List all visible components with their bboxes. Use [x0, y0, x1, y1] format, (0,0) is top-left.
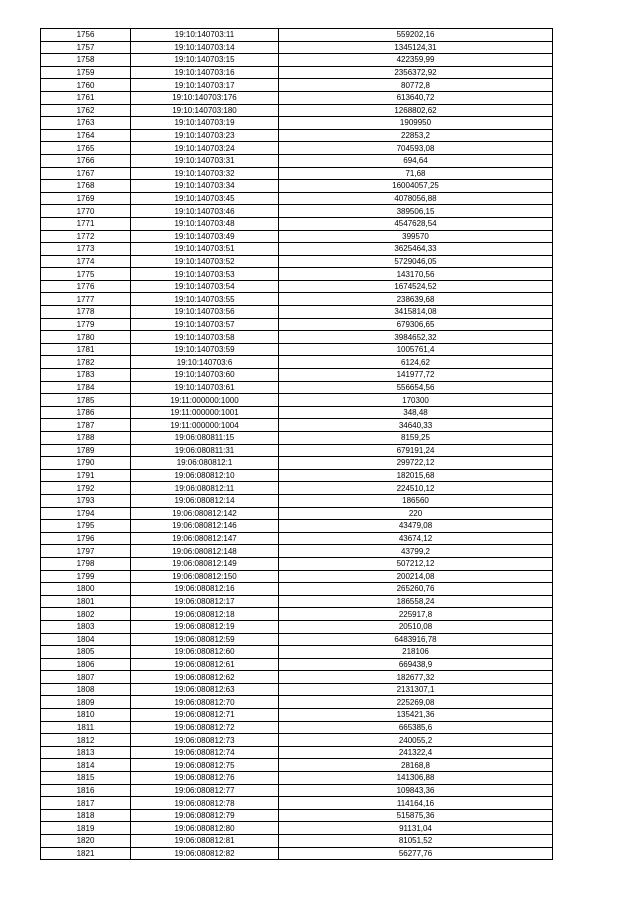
row-number-cell: 1788 — [41, 432, 131, 445]
cadastral-number-cell: 19:10:140703:16 — [131, 66, 279, 79]
row-number-cell: 1800 — [41, 583, 131, 596]
table-row — [41, 117, 553, 130]
value-cell: 71,68 — [279, 167, 553, 180]
cadastral-number-cell: 19:06:080812:70 — [131, 696, 279, 709]
table-row — [41, 280, 553, 293]
table-row — [41, 66, 553, 79]
cadastral-number-cell: 19:06:080812:82 — [131, 847, 279, 860]
cadastral-number-cell: 19:06:080811:15 — [131, 432, 279, 445]
value-cell: 141306,88 — [279, 772, 553, 785]
row-number-cell: 1768 — [41, 180, 131, 193]
table-row — [41, 432, 553, 445]
cadastral-number-cell: 19:06:080812:59 — [131, 633, 279, 646]
value-cell: 1345124,31 — [279, 41, 553, 54]
row-number-cell: 1797 — [41, 545, 131, 558]
row-number-cell: 1767 — [41, 167, 131, 180]
cadastral-number-cell: 19:10:140703:15 — [131, 54, 279, 67]
cadastral-number-cell: 19:06:080812:76 — [131, 772, 279, 785]
cadastral-number-cell: 19:06:080812:71 — [131, 709, 279, 722]
value-cell: 143170,56 — [279, 268, 553, 281]
table-row — [41, 457, 553, 470]
row-number-cell: 1794 — [41, 507, 131, 520]
cadastral-number-cell: 19:10:140703:176 — [131, 91, 279, 104]
table-row — [41, 331, 553, 344]
value-cell: 507212,12 — [279, 557, 553, 570]
row-number-cell: 1783 — [41, 369, 131, 382]
row-number-cell: 1769 — [41, 192, 131, 205]
cadastral-number-cell: 19:06:080812:146 — [131, 520, 279, 533]
table-row — [41, 557, 553, 570]
row-number-cell: 1789 — [41, 444, 131, 457]
value-cell: 186558,24 — [279, 595, 553, 608]
row-number-cell: 1820 — [41, 835, 131, 848]
row-number-cell: 1811 — [41, 721, 131, 734]
row-number-cell: 1814 — [41, 759, 131, 772]
row-number-cell: 1786 — [41, 406, 131, 419]
cadastral-number-cell: 19:10:140703:57 — [131, 318, 279, 331]
row-number-cell: 1762 — [41, 104, 131, 117]
cadastral-number-cell: 19:10:140703:180 — [131, 104, 279, 117]
value-cell: 91131,04 — [279, 822, 553, 835]
value-cell: 34640,33 — [279, 419, 553, 432]
row-number-cell: 1763 — [41, 117, 131, 130]
table-row — [41, 746, 553, 759]
cadastral-number-cell: 19:06:080812:80 — [131, 822, 279, 835]
value-cell: 43674,12 — [279, 532, 553, 545]
table-row — [41, 721, 553, 734]
value-cell: 348,48 — [279, 406, 553, 419]
row-number-cell: 1787 — [41, 419, 131, 432]
table-row — [41, 444, 553, 457]
row-number-cell: 1801 — [41, 595, 131, 608]
cadastral-number-cell: 19:10:140703:6 — [131, 356, 279, 369]
row-number-cell: 1775 — [41, 268, 131, 281]
row-number-cell: 1776 — [41, 280, 131, 293]
cadastral-number-cell: 19:06:080812:1 — [131, 457, 279, 470]
cadastral-number-cell: 19:10:140703:31 — [131, 154, 279, 167]
value-cell: 56277,76 — [279, 847, 553, 860]
table-row — [41, 784, 553, 797]
table-row — [41, 180, 553, 193]
table-row — [41, 356, 553, 369]
value-cell: 238639,68 — [279, 293, 553, 306]
row-number-cell: 1805 — [41, 646, 131, 659]
row-number-cell: 1790 — [41, 457, 131, 470]
table-row — [41, 482, 553, 495]
row-number-cell: 1821 — [41, 847, 131, 860]
value-cell: 1268802,62 — [279, 104, 553, 117]
table-row — [41, 809, 553, 822]
row-number-cell: 1778 — [41, 306, 131, 319]
table-row — [41, 243, 553, 256]
cadastral-number-cell: 19:11:000000:1001 — [131, 406, 279, 419]
row-number-cell: 1785 — [41, 394, 131, 407]
row-number-cell: 1780 — [41, 331, 131, 344]
value-cell: 299722,12 — [279, 457, 553, 470]
row-number-cell: 1766 — [41, 154, 131, 167]
table-body — [41, 29, 553, 860]
table-row — [41, 494, 553, 507]
value-cell: 141977,72 — [279, 369, 553, 382]
value-cell: 28168,8 — [279, 759, 553, 772]
row-number-cell: 1791 — [41, 469, 131, 482]
table-row — [41, 646, 553, 659]
cadastral-number-cell: 19:06:080812:72 — [131, 721, 279, 734]
cadastral-value-table — [40, 28, 553, 860]
table-row — [41, 293, 553, 306]
cadastral-number-cell: 19:10:140703:58 — [131, 331, 279, 344]
row-number-cell: 1804 — [41, 633, 131, 646]
cadastral-number-cell: 19:06:080812:10 — [131, 469, 279, 482]
table-row — [41, 142, 553, 155]
cadastral-number-cell: 19:06:080812:81 — [131, 835, 279, 848]
cadastral-number-cell: 19:10:140703:59 — [131, 343, 279, 356]
value-cell: 515875,36 — [279, 809, 553, 822]
cadastral-number-cell: 19:06:080812:77 — [131, 784, 279, 797]
cadastral-number-cell: 19:10:140703:19 — [131, 117, 279, 130]
table-row — [41, 192, 553, 205]
cadastral-number-cell: 19:10:140703:56 — [131, 306, 279, 319]
table-row — [41, 847, 553, 860]
row-number-cell: 1771 — [41, 217, 131, 230]
value-cell: 665385,6 — [279, 721, 553, 734]
row-number-cell: 1761 — [41, 91, 131, 104]
cadastral-number-cell: 19:10:140703:48 — [131, 217, 279, 230]
row-number-cell: 1795 — [41, 520, 131, 533]
value-cell: 556654,56 — [279, 381, 553, 394]
row-number-cell: 1807 — [41, 671, 131, 684]
table-row — [41, 734, 553, 747]
table-row — [41, 570, 553, 583]
table-row — [41, 381, 553, 394]
cadastral-number-cell: 19:06:080812:17 — [131, 595, 279, 608]
cadastral-number-cell: 19:06:080811:31 — [131, 444, 279, 457]
value-cell: 6124,62 — [279, 356, 553, 369]
cadastral-number-cell: 19:06:080812:16 — [131, 583, 279, 596]
table-row — [41, 633, 553, 646]
cadastral-number-cell: 19:10:140703:17 — [131, 79, 279, 92]
row-number-cell: 1803 — [41, 620, 131, 633]
table-row — [41, 709, 553, 722]
cadastral-number-cell: 19:06:080812:73 — [131, 734, 279, 747]
value-cell: 43799,2 — [279, 545, 553, 558]
table-row — [41, 306, 553, 319]
table-row — [41, 104, 553, 117]
row-number-cell: 1770 — [41, 205, 131, 218]
table-row — [41, 822, 553, 835]
row-number-cell: 1819 — [41, 822, 131, 835]
table-row — [41, 469, 553, 482]
cadastral-number-cell: 19:10:140703:14 — [131, 41, 279, 54]
value-cell: 4078056,88 — [279, 192, 553, 205]
table-row — [41, 595, 553, 608]
value-cell: 20510,08 — [279, 620, 553, 633]
cadastral-number-cell: 19:06:080812:74 — [131, 746, 279, 759]
row-number-cell: 1808 — [41, 683, 131, 696]
table-row — [41, 268, 553, 281]
cadastral-number-cell: 19:06:080812:142 — [131, 507, 279, 520]
value-cell: 265260,76 — [279, 583, 553, 596]
value-cell: 679306,65 — [279, 318, 553, 331]
value-cell: 422359,99 — [279, 54, 553, 67]
table-row — [41, 54, 553, 67]
value-cell: 559202,16 — [279, 29, 553, 42]
value-cell: 1005761,4 — [279, 343, 553, 356]
table-row — [41, 91, 553, 104]
value-cell: 704593,08 — [279, 142, 553, 155]
table-row — [41, 205, 553, 218]
table-row — [41, 797, 553, 810]
value-cell: 43479,08 — [279, 520, 553, 533]
value-cell: 3625464,33 — [279, 243, 553, 256]
row-number-cell: 1773 — [41, 243, 131, 256]
value-cell: 5729046,05 — [279, 255, 553, 268]
value-cell: 694,64 — [279, 154, 553, 167]
row-number-cell: 1759 — [41, 66, 131, 79]
cadastral-number-cell: 19:06:080812:19 — [131, 620, 279, 633]
table-row — [41, 671, 553, 684]
cadastral-number-cell: 19:11:000000:1000 — [131, 394, 279, 407]
row-number-cell: 1817 — [41, 797, 131, 810]
row-number-cell: 1779 — [41, 318, 131, 331]
cadastral-number-cell: 19:06:080812:61 — [131, 658, 279, 671]
table-row — [41, 255, 553, 268]
row-number-cell: 1760 — [41, 79, 131, 92]
value-cell: 4547628,54 — [279, 217, 553, 230]
value-cell: 3984652,32 — [279, 331, 553, 344]
cadastral-number-cell: 19:10:140703:11 — [131, 29, 279, 42]
row-number-cell: 1798 — [41, 557, 131, 570]
table-row — [41, 318, 553, 331]
row-number-cell: 1815 — [41, 772, 131, 785]
table-row — [41, 772, 553, 785]
value-cell: 182015,68 — [279, 469, 553, 482]
row-number-cell: 1781 — [41, 343, 131, 356]
value-cell: 1674524,52 — [279, 280, 553, 293]
value-cell: 225269,08 — [279, 696, 553, 709]
cadastral-number-cell: 19:06:080812:60 — [131, 646, 279, 659]
value-cell: 8159,25 — [279, 432, 553, 445]
value-cell: 114164,16 — [279, 797, 553, 810]
value-cell: 16004057,25 — [279, 180, 553, 193]
table-row — [41, 129, 553, 142]
row-number-cell: 1818 — [41, 809, 131, 822]
row-number-cell: 1757 — [41, 41, 131, 54]
cadastral-number-cell: 19:10:140703:54 — [131, 280, 279, 293]
cadastral-number-cell: 19:10:140703:34 — [131, 180, 279, 193]
row-number-cell: 1764 — [41, 129, 131, 142]
value-cell: 613640,72 — [279, 91, 553, 104]
table-row — [41, 154, 553, 167]
cadastral-number-cell: 19:06:080812:150 — [131, 570, 279, 583]
table-row — [41, 419, 553, 432]
value-cell: 81051,52 — [279, 835, 553, 848]
cadastral-number-cell: 19:10:140703:23 — [131, 129, 279, 142]
cadastral-number-cell: 19:06:080812:11 — [131, 482, 279, 495]
table-row — [41, 620, 553, 633]
table-row — [41, 167, 553, 180]
table-row — [41, 230, 553, 243]
cadastral-number-cell: 19:10:140703:24 — [131, 142, 279, 155]
table-row — [41, 835, 553, 848]
row-number-cell: 1816 — [41, 784, 131, 797]
value-cell: 679191,24 — [279, 444, 553, 457]
row-number-cell: 1777 — [41, 293, 131, 306]
row-number-cell: 1799 — [41, 570, 131, 583]
value-cell: 224510,12 — [279, 482, 553, 495]
table-row — [41, 658, 553, 671]
table-row — [41, 29, 553, 42]
table-row — [41, 79, 553, 92]
row-number-cell: 1792 — [41, 482, 131, 495]
table-row — [41, 343, 553, 356]
row-number-cell: 1810 — [41, 709, 131, 722]
cadastral-number-cell: 19:10:140703:60 — [131, 369, 279, 382]
value-cell: 1909950 — [279, 117, 553, 130]
value-cell: 225917,8 — [279, 608, 553, 621]
table-row — [41, 583, 553, 596]
row-number-cell: 1802 — [41, 608, 131, 621]
cadastral-number-cell: 19:06:080812:18 — [131, 608, 279, 621]
cadastral-number-cell: 19:10:140703:49 — [131, 230, 279, 243]
row-number-cell: 1796 — [41, 532, 131, 545]
row-number-cell: 1784 — [41, 381, 131, 394]
cadastral-number-cell: 19:10:140703:53 — [131, 268, 279, 281]
cadastral-number-cell: 19:10:140703:46 — [131, 205, 279, 218]
value-cell: 135421,36 — [279, 709, 553, 722]
row-number-cell: 1812 — [41, 734, 131, 747]
row-number-cell: 1813 — [41, 746, 131, 759]
table-row — [41, 369, 553, 382]
cadastral-number-cell: 19:06:080812:149 — [131, 557, 279, 570]
value-cell: 218106 — [279, 646, 553, 659]
value-cell: 22853,2 — [279, 129, 553, 142]
row-number-cell: 1772 — [41, 230, 131, 243]
row-number-cell: 1758 — [41, 54, 131, 67]
value-cell: 80772,8 — [279, 79, 553, 92]
row-number-cell: 1806 — [41, 658, 131, 671]
table-row — [41, 683, 553, 696]
value-cell: 170300 — [279, 394, 553, 407]
value-cell: 200214,08 — [279, 570, 553, 583]
cadastral-number-cell: 19:06:080812:78 — [131, 797, 279, 810]
value-cell: 182677,32 — [279, 671, 553, 684]
table-row — [41, 520, 553, 533]
row-number-cell: 1782 — [41, 356, 131, 369]
cadastral-number-cell: 19:10:140703:52 — [131, 255, 279, 268]
value-cell: 109843,36 — [279, 784, 553, 797]
table-row — [41, 507, 553, 520]
cadastral-number-cell: 19:06:080812:14 — [131, 494, 279, 507]
cadastral-number-cell: 19:06:080812:63 — [131, 683, 279, 696]
cadastral-number-cell: 19:06:080812:75 — [131, 759, 279, 772]
row-number-cell: 1765 — [41, 142, 131, 155]
table-row — [41, 696, 553, 709]
document-page — [40, 28, 551, 860]
value-cell: 6483916,78 — [279, 633, 553, 646]
value-cell: 241322,4 — [279, 746, 553, 759]
table-row — [41, 41, 553, 54]
table-row — [41, 217, 553, 230]
row-number-cell: 1774 — [41, 255, 131, 268]
value-cell: 186560 — [279, 494, 553, 507]
cadastral-number-cell: 19:10:140703:51 — [131, 243, 279, 256]
cadastral-number-cell: 19:06:080812:79 — [131, 809, 279, 822]
cadastral-number-cell: 19:06:080812:62 — [131, 671, 279, 684]
table-row — [41, 394, 553, 407]
table-row — [41, 545, 553, 558]
value-cell: 2131307,1 — [279, 683, 553, 696]
row-number-cell: 1756 — [41, 29, 131, 42]
value-cell: 399570 — [279, 230, 553, 243]
table-row — [41, 406, 553, 419]
cadastral-number-cell: 19:10:140703:61 — [131, 381, 279, 394]
cadastral-number-cell: 19:10:140703:55 — [131, 293, 279, 306]
row-number-cell: 1793 — [41, 494, 131, 507]
table-row — [41, 759, 553, 772]
value-cell: 2356372,92 — [279, 66, 553, 79]
value-cell: 389506,15 — [279, 205, 553, 218]
value-cell: 3415814,08 — [279, 306, 553, 319]
value-cell: 669438,9 — [279, 658, 553, 671]
cadastral-number-cell: 19:10:140703:32 — [131, 167, 279, 180]
value-cell: 240055,2 — [279, 734, 553, 747]
table-row — [41, 532, 553, 545]
cadastral-number-cell: 19:10:140703:45 — [131, 192, 279, 205]
table-row — [41, 608, 553, 621]
cadastral-number-cell: 19:11:000000:1004 — [131, 419, 279, 432]
cadastral-number-cell: 19:06:080812:147 — [131, 532, 279, 545]
cadastral-number-cell: 19:06:080812:148 — [131, 545, 279, 558]
row-number-cell: 1809 — [41, 696, 131, 709]
value-cell: 220 — [279, 507, 553, 520]
